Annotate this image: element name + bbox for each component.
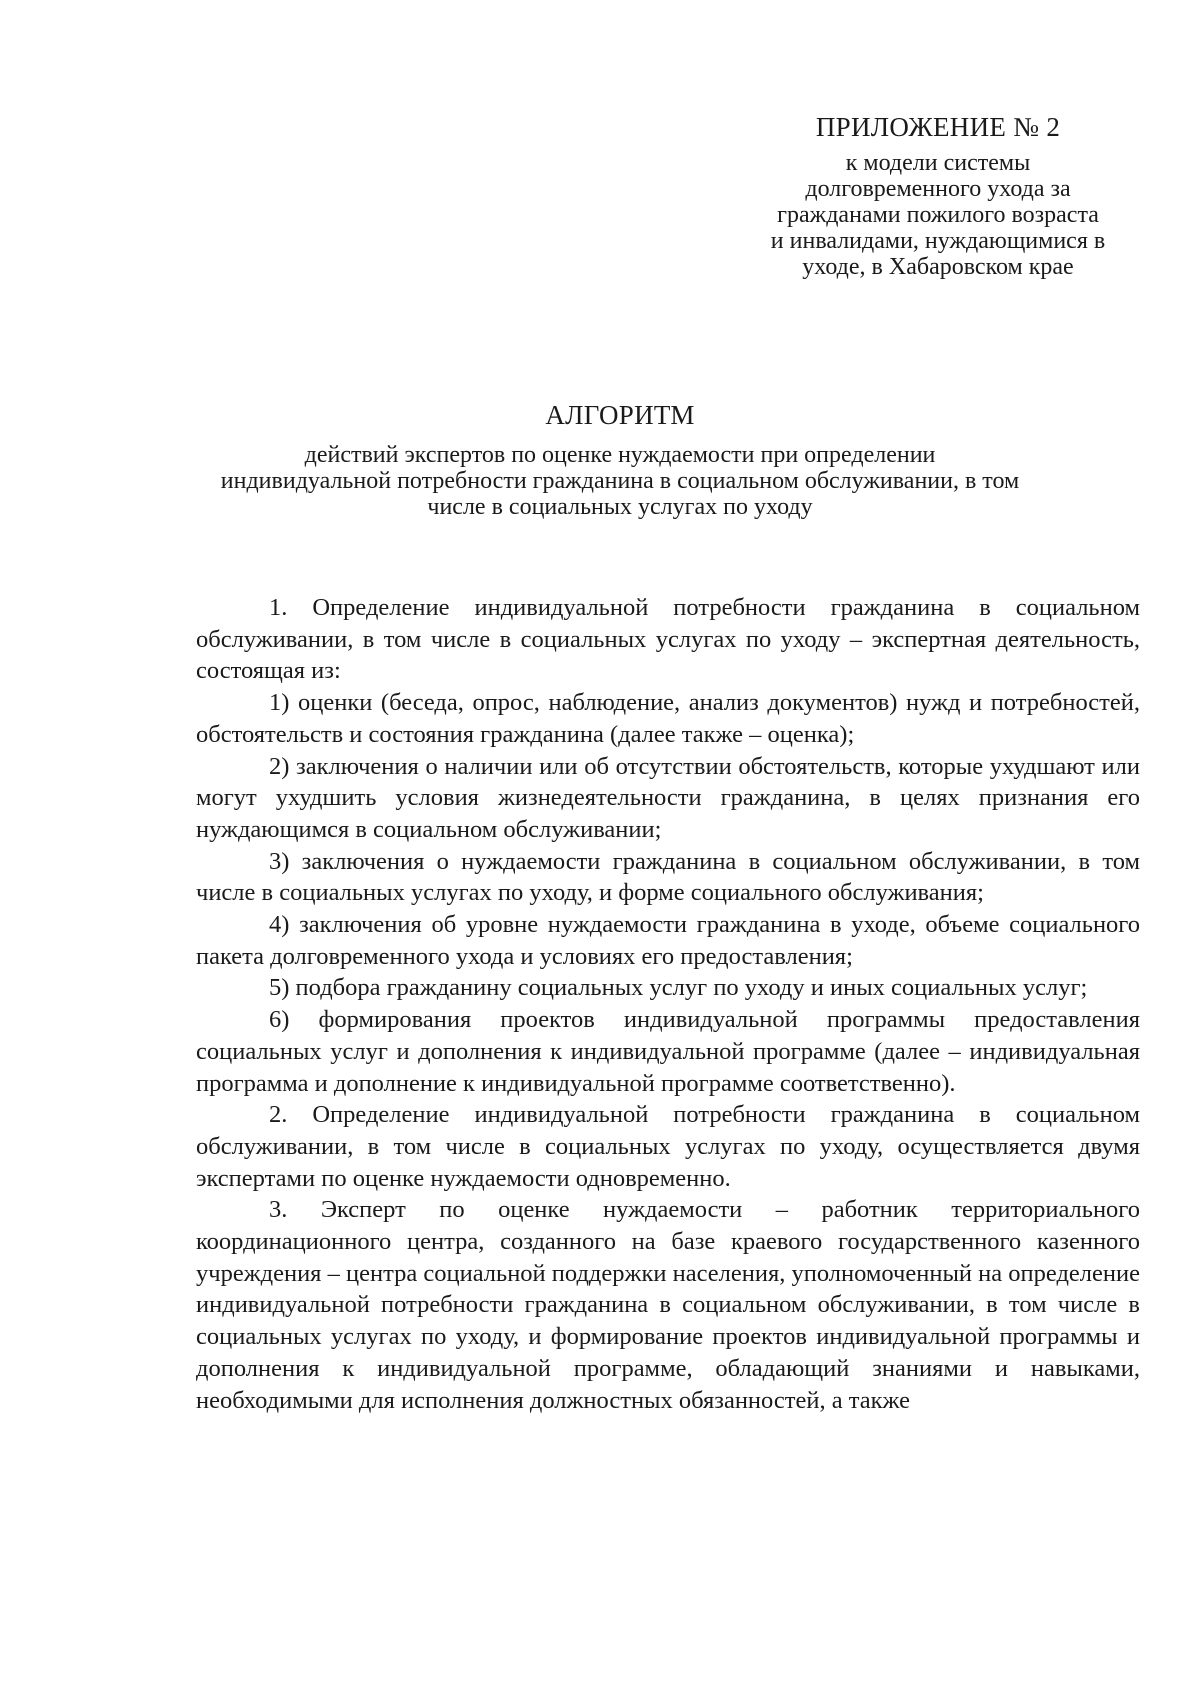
appendix-line: уходе, в Хабаровском крае (802, 254, 1074, 280)
document-title: АЛГОРИТМ (545, 400, 695, 430)
appendix-line: долговременного ухода за (805, 176, 1071, 202)
appendix-block (738, 112, 1138, 280)
document-body (196, 592, 1140, 1416)
paragraph-1-item-3: 3) заключения о нуждаемости гражданина в социальном обслуживании, в том числе в социальных услугах по уходу, и форме социального обслуживания; (196, 847, 1140, 907)
appendix-heading: ПРИЛОЖЕНИЕ № 2 (815, 112, 1061, 142)
document-title-block (180, 400, 1060, 520)
paragraph-1-item-1: 1) оценки (беседа, опрос, наблюдение, анализ документов) нужд и потребностей, обстоятельств и состояния гражданина (далее также – оценка); (196, 689, 1140, 748)
appendix-line: к модели системы (845, 150, 1031, 176)
appendix-line: гражданами пожилого возраста (777, 202, 1099, 228)
paragraph-1-item-5: 5) подбора гражданину социальных услуг по уходу и иных социальных услуг; (269, 974, 1088, 1002)
document-subtitle-line: числе в социальных услугах по уходу (427, 494, 813, 520)
paragraph-1-item-4: 4) заключения об уровне нуждаемости гражданина в уходе, объеме социального пакета долговременного ухода и условиях его предоставления; (196, 911, 1140, 970)
appendix-line: и инвалидами, нуждающимися в (770, 228, 1106, 254)
document-subtitle-line: действий экспертов по оценке нуждаемости при определении (304, 442, 936, 468)
paragraph-1: 1. Определение индивидуальной потребности гражданина в социальном обслуживании, в том числе в социальных услугах по уходу – экспертная деятельность, состоящая из: (196, 594, 1140, 685)
paragraph-1-item-2: 2) заключения о наличии или об отсутствии обстоятельств, которые ухудшают или могут ухудшить условия жизнедеятельности гражданина, в целях признания его нуждающимся в социальном обслуживании; (196, 752, 1140, 843)
document-subtitle-line: индивидуальной потребности гражданина в социальном обслуживании, в том (220, 468, 1020, 494)
paragraph-2: 2. Определение индивидуальной потребности гражданина в социальном обслуживании, в том числе в социальных услугах по уходу, осуществляется двумя экспертами по оценке нуждаемости одновременно. (196, 1101, 1140, 1192)
paragraph-1-item-6: 6) формирования проектов индивидуальной программы предоставления социальных услуг и дополнения к индивидуальной программе (далее – индивидуальная программа и дополнение к индивидуальной программе соответственно). (196, 1006, 1140, 1097)
paragraph-3: 3. Эксперт по оценке нуждаемости – работник территориального координационного центра, созданного на базе краевого государственного казенного учреждения – центра социальной поддержки населения, уполномоченный на определение индивидуальной потребности гражданина в социальном обслуживании, в том числе в социальных услугах по уходу, и формирование проектов индивидуальной программы и дополнения к индивидуальной программе, обладающий знаниями и навыками, необходимыми для исполнения должностных обязанностей, а также (196, 1196, 1140, 1414)
